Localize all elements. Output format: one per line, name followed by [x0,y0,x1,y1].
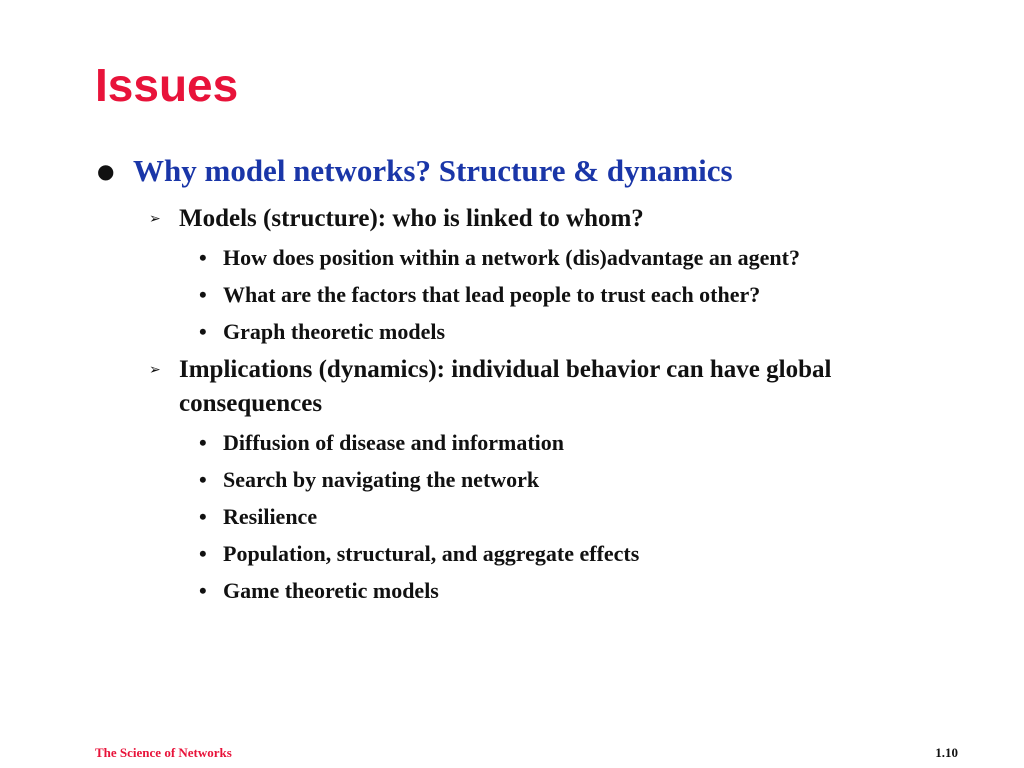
bullet-list [97,152,977,606]
bullet-level2-text: Implications (dynamics): individual behavior can have global consequences [179,356,832,417]
dot-bullet-icon: • [199,282,207,307]
dot-bullet-icon: • [199,541,207,566]
bullet-level3-text: Search by navigating the network [223,467,540,492]
dot-bullet-icon: • [199,430,207,455]
bullet-level3-text: Game theoretic models [223,578,439,603]
bullet-level3-item [199,575,977,606]
footer-page-number: 1.10 [935,745,958,760]
bullet-level3-item [199,316,977,347]
bullet-level3-item [199,427,977,458]
bullet-level3-item [199,279,977,310]
dot-bullet-icon: • [199,578,207,603]
bullet-level3-text: Population, structural, and aggregate effects [223,541,640,566]
bullet-level2-models [149,202,977,236]
bullet-level3-item [199,242,977,273]
bullet-level1 [97,152,977,190]
bullet-level3-item [199,538,977,569]
bullet-level2-implications [149,353,977,421]
dot-bullet-icon: • [199,319,207,344]
slide-title: Issues [95,59,239,111]
bullet-level3-text: Resilience [223,504,318,529]
arrowhead-bullet-icon: ➢ [149,362,161,378]
dot-bullet-icon: • [199,245,207,270]
bullet-level3-text: Graph theoretic models [223,319,446,344]
bullet-level3-text: Diffusion of disease and information [223,430,565,455]
bullet-level1-text: Why model networks? Structure & dynamics [133,153,733,188]
dot-bullet-icon: • [199,467,207,492]
arrowhead-bullet-icon: ➢ [149,211,161,227]
dot-bullet-icon: • [199,504,207,529]
bullet-level3-text: What are the factors that lead people to trust each other? [223,282,761,307]
bullet-level3-item [199,501,977,532]
bullet-level3-text: How does position within a network (dis)advantage an agent? [223,245,800,270]
bullet-level2-text: Models (structure): who is linked to whom? [179,205,644,232]
bullet-level3-item [199,464,977,495]
filled-circle-bullet-icon: ● [97,159,115,183]
footer-course-title: The Science of Networks [95,745,232,760]
